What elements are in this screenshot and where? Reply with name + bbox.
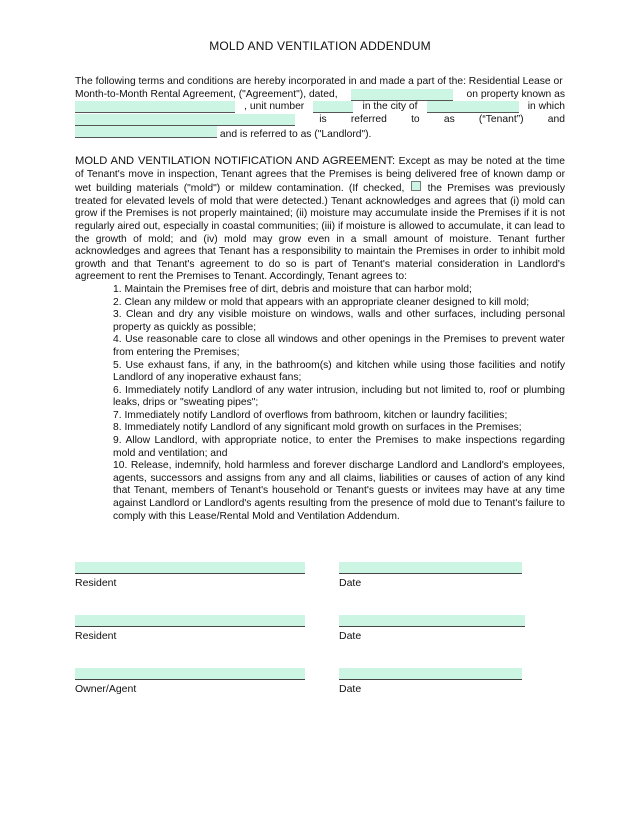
intro-line-5: [75, 126, 565, 139]
date-field[interactable]: [339, 562, 522, 574]
date-field[interactable]: [339, 668, 522, 680]
intro-text: , unit number: [244, 101, 305, 113]
intro-word: referred: [350, 113, 387, 125]
date-label: Date: [339, 630, 362, 642]
intro-line-1: The following terms and conditions are hereby incorporated in and made a part of the: Residential Lease or: [75, 76, 563, 87]
intro-line-4: [75, 114, 565, 127]
intro-text: Month-to-Month Rental Agreement, ("Agreement"), dated,: [75, 88, 338, 100]
signature-label: Resident: [75, 630, 117, 642]
section-heading: MOLD AND VENTILATION NOTIFICATION AND AGREEMENT:: [75, 155, 396, 167]
intro-word: as: [443, 113, 455, 125]
landlord-name-field[interactable]: [75, 126, 217, 138]
list-item: 9. Allow Landlord, with appropriate notice, to enter the Premises to make inspections regarding mold and ventilation; and: [113, 435, 565, 459]
signature-label: Resident: [75, 577, 117, 589]
intro-word: (“Tenant”): [478, 113, 524, 125]
resident-date-1: [339, 562, 522, 590]
list-item: 3. Clean and dry any visible moisture on windows, walls and other surfaces, including personal property as quickly as possible;: [113, 309, 565, 333]
intro-paragraph: [75, 76, 565, 139]
city-field[interactable]: [427, 101, 519, 113]
list-item: 7. Immediately notify Landlord of overflows from bathroom, kitchen or laundry facilities;: [113, 409, 508, 421]
date-label: Date: [339, 577, 362, 589]
intro-text: and is referred to as ("Landlord").: [219, 129, 372, 141]
intro-text: in the city of: [362, 101, 418, 113]
intro-text: on property known as: [466, 88, 565, 100]
owner-signature: [75, 668, 305, 696]
paragraph-text: the Premises was previously treated for elevated levels of mold that were detected.) Tenant acknowledges and agrees that (i) mold can grow if the Premises is not properly maintained; (ii) moisture may accumulate inside the Premises if it is not regularly aired out, especially in coastal communities; (iii) if moisture is allowed to accumulate, it can lead to the growth of mold; and (iv) mold may grow even in a small amount of moisture. Tenant further acknowledges and agrees that Tenant has a responsibility to maintain the Premises in order to inhibit mold growth and that Tenant's agreement to do so is part of Tenant's material consideration in Landlord's agreement to rent the Premises to Tenant. Accordingly, Tenant agrees to:: [75, 183, 565, 283]
paragraph-text: Except as may be noted at the time of Tenant's move in inspection, Tenant agrees that the Premises is being delivered free of known damp or wet building materials ("mold") or mildew contamination. (If checked,: [75, 156, 565, 195]
owner-signature-field[interactable]: [75, 668, 305, 680]
resident-date-2: [339, 615, 525, 643]
notification-paragraph: [75, 155, 565, 284]
previously-treated-checkbox[interactable]: [411, 181, 421, 191]
resident-signature-field[interactable]: [75, 615, 305, 627]
signature-label: Owner/Agent: [75, 683, 137, 695]
intro-text: in which: [527, 101, 565, 113]
date-field[interactable]: [339, 615, 525, 627]
date-label: Date: [339, 683, 362, 695]
agreement-date-field[interactable]: [351, 89, 453, 101]
list-item: 10. Release, indemnify, hold harmless and forever discharge Landlord and Landlord's employees, agents, successors and assigns from any and all claims, liabilities or causes of action of any kind that Tenant, members of Tenant's household or Tenant's guests or invitees may have at any time against Landlord or Landlord's agents resulting from the presence of mold due to Tenant's failure to comply with this Lease/Rental Mold and Ventilation Addendum.: [113, 460, 565, 522]
list-item: 5. Use exhaust fans, if any, in the bathroom(s) and kitchen while using those facilities and notify Landlord of any inoperative exhaust fans;: [113, 359, 565, 384]
tenant-obligations-list: [75, 284, 565, 523]
resident-signature-field[interactable]: [75, 562, 305, 574]
intro-word: to: [411, 113, 420, 125]
list-item: 6. Immediately notify Landlord of any water intrusion, including but not limited to, roof or plumbing leaks, drips or "sweating pipes";: [113, 384, 565, 409]
unit-number-field[interactable]: [313, 101, 353, 113]
resident-signature-1: [75, 562, 305, 590]
resident-signature-2: [75, 615, 305, 643]
intro-word: is: [319, 113, 327, 125]
intro-line-2: [75, 89, 565, 102]
intro-word: and: [547, 113, 565, 125]
property-address-field[interactable]: [75, 101, 235, 113]
list-item: 8. Immediately notify Landlord of any significant mold growth on surfaces in the Premises;: [113, 422, 522, 434]
owner-date: [339, 668, 522, 696]
tenant-name-field[interactable]: [75, 114, 295, 126]
list-item: 2. Clean any mildew or mold that appears with an appropriate cleaner designed to kill mold;: [113, 296, 530, 308]
list-item: 1. Maintain the Premises free of dirt, debris and moisture that can harbor mold;: [113, 283, 472, 295]
intro-line-3: [75, 101, 565, 114]
mold-notification-section: [75, 155, 565, 523]
list-item: 4. Use reasonable care to close all windows and other openings in the Premises to prevent water from entering the Premises;: [113, 334, 565, 358]
document-title: MOLD AND VENTILATION ADDENDUM: [209, 39, 431, 53]
